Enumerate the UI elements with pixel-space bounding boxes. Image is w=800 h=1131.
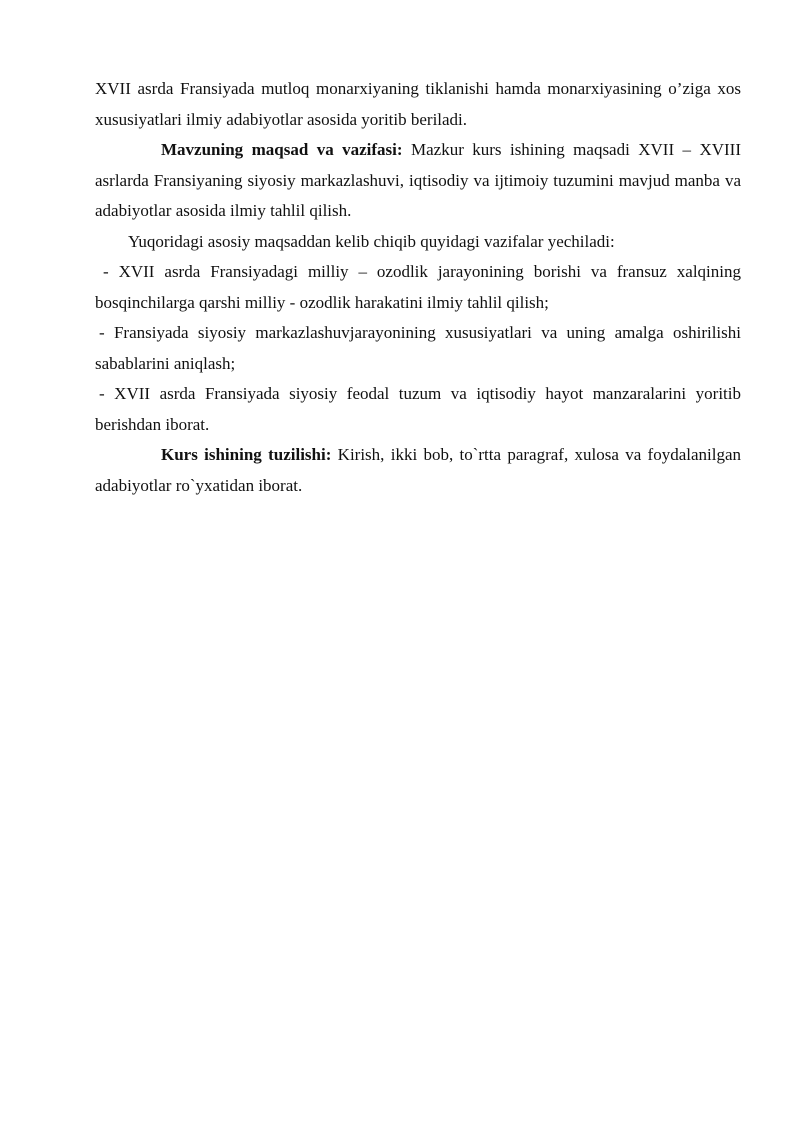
task-1-paragraph: - XVII asrda Fransiyadagi milliy – ozodlik jarayonining borishi va fransuz xalqining bosqinchilarga qarshi milliy - ozodlik harakatini ilmiy tahlil qilish;: [95, 262, 741, 312]
goal-heading: Mavzuning maqsad va vazifasi:: [161, 140, 403, 159]
goal-text: Mazkur kurs ishining maqsadi XVII – XVIII asrlarda Fransiyaning siyosiy markazlashuvi, iqtisodiy va ijtimoiy tuzumini mavjud manba va adabiyotlar asosida ilmiy tahlil qilish.: [95, 140, 742, 220]
task-2-paragraph: - Fransiyada siyosiy markazlashuvjarayonining xususiyatlari va uning amalga oshirilishi sabablarini aniqlash;: [95, 323, 741, 373]
task-3-paragraph: - XVII asrda Fransiyada siyosiy feodal tuzum va iqtisodiy hayot manzaralarini yoritib berishdan iborat.: [95, 384, 741, 434]
document-page: [95, 74, 741, 501]
structure-heading: Kurs ishining tuzilishi:: [161, 445, 332, 464]
intro-paragraph: XVII asrda Fransiyada mutloq monarxiyaning tiklanishi hamda monarxiyasining o’ziga xos xususiyatlari ilmiy adabiyotlar asosida yoritib beriladi.: [95, 79, 741, 129]
structure-text: Kirish, ikki bob, to`rtta paragraf, xulosa va foydalanilgan adabiyotlar ro`yxatidan iborat.: [95, 445, 741, 495]
structure-paragraph: [95, 440, 741, 501]
tasks-intro-paragraph: Yuqoridagi asosiy maqsaddan kelib chiqib quyidagi vazifalar yechiladi:: [128, 231, 615, 251]
goal-paragraph: [95, 135, 741, 227]
